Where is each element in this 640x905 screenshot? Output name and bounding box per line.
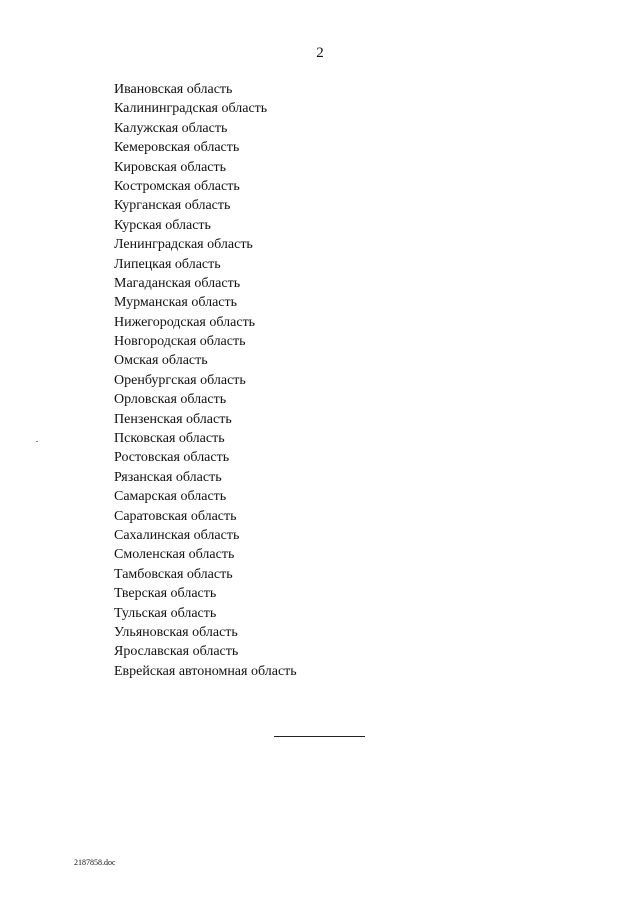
list-item: Мурманская область [114,295,238,311]
list-item: Ленинградская область [114,237,253,253]
list-item: Тамбовская область [114,566,233,582]
list-item: Рязанская область [114,469,222,485]
list-item: Оренбургская область [114,372,246,388]
list-item: Ярославская область [114,644,239,660]
list-item: Курганская область [114,198,231,214]
list-item: Кировская область [114,159,227,175]
list-item: Тверская область [114,586,217,602]
list-item: Костромская область [114,178,240,194]
list-item: Ульяновская область [114,624,238,640]
list-item: Кемеровская область [114,140,240,156]
list-item: Курская область [114,217,211,233]
scan-mark [36,441,38,442]
footer-file-name: 2187858.doc [74,858,116,867]
list-item: Нижегородская область [114,314,256,330]
list-item: Сахалинская область [114,527,240,543]
end-divider [274,736,365,737]
page-number: 2 [316,45,324,61]
list-item: Ивановская область [114,82,233,97]
list-item: Смоленская область [114,547,235,563]
region-list [114,80,297,681]
list-item: Еврейская автономная область [114,663,297,679]
list-item: Псковская область [114,431,225,447]
list-item: Орловская область [114,392,227,408]
list-item: Калининградская область [114,101,268,117]
list-item: Калужская область [114,120,228,136]
list-item: Тульская область [114,605,217,621]
list-item: Пензенская область [114,411,232,427]
list-item: Саратовская область [114,508,237,524]
list-item: Омская область [114,353,208,369]
list-item: Новгородская область [114,334,246,350]
list-item: Липецкая область [114,256,221,272]
list-item: Ростовская область [114,450,230,466]
list-item: Самарская область [114,489,227,505]
list-item: Магаданская область [114,275,241,291]
